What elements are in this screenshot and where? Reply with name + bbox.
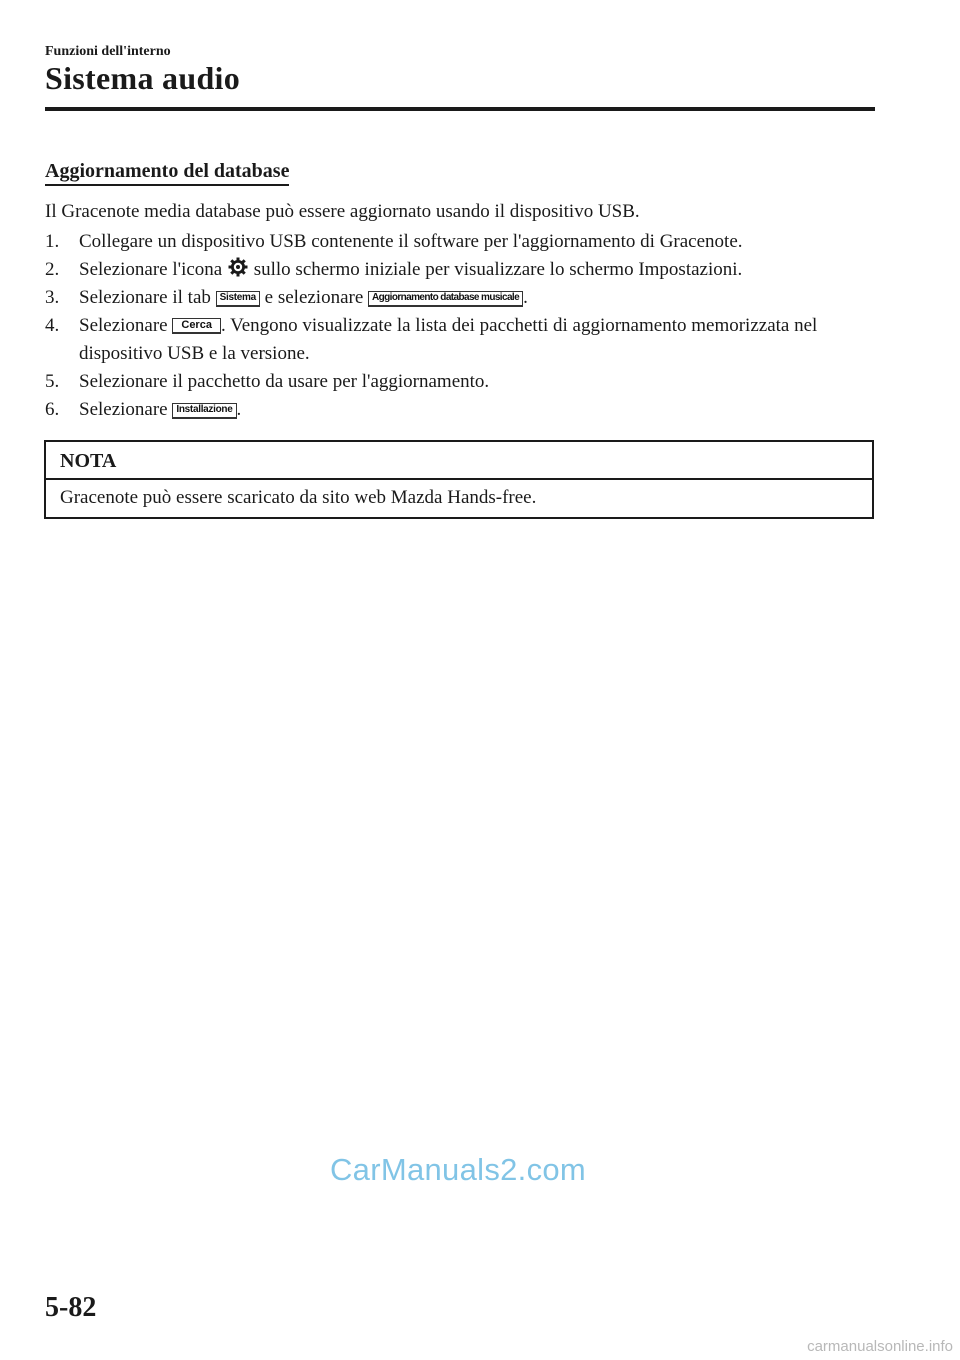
sistema-tab-button: Sistema: [216, 291, 260, 307]
cerca-button: Cerca: [172, 318, 221, 334]
step-text: Selezionare l'icona: [79, 259, 223, 280]
gear-icon: [228, 257, 248, 277]
aggiornamento-database-button: Aggiornamento database musicale: [368, 291, 523, 307]
step-text: . Vengono visualizzate la lista dei pacchetti di aggiornamento memorizzata nel dispositivo USB e la versione.: [79, 315, 818, 364]
installazione-button: Installazione: [172, 403, 236, 419]
step-text: Selezionare: [79, 399, 168, 420]
section-label: Funzioni dell'interno: [45, 44, 171, 59]
step-text: .: [523, 287, 528, 308]
step-2: [45, 256, 875, 284]
step-5: [45, 368, 875, 396]
step-number: 5.: [45, 371, 60, 392]
step-number: 4.: [45, 315, 60, 336]
note-title: NOTA: [46, 442, 872, 480]
footer-site-link[interactable]: carmanualsonline.info: [807, 1338, 953, 1355]
header-rule: [45, 107, 875, 111]
step-number: 2.: [45, 259, 60, 280]
step-text: Selezionare: [79, 315, 168, 336]
note-box: [44, 440, 874, 519]
intro-paragraph: Il Gracenote media database può essere aggiornato usando il dispositivo USB.: [45, 201, 640, 222]
step-1: [45, 228, 875, 256]
step-text: Selezionare il tab: [79, 287, 211, 308]
steps-list: [45, 228, 875, 424]
step-text: e selezionare: [264, 287, 364, 308]
step-number: 3.: [45, 287, 60, 308]
section-title: Sistema audio: [45, 60, 241, 96]
step-text: .: [236, 399, 242, 420]
page-number: 5-82: [45, 1292, 97, 1323]
note-body: Gracenote può essere scaricato da sito web Mazda Hands-free.: [60, 487, 537, 508]
step-number: 1.: [45, 231, 60, 252]
step-number: 6.: [45, 399, 60, 420]
step-3: [45, 284, 875, 312]
step-6: [45, 396, 875, 424]
step-text: Collegare un dispositivo USB contenente il software per l'aggiornamento di Gracenote.: [79, 231, 743, 252]
subheading: Aggiornamento del database: [45, 160, 289, 186]
step-text: sullo schermo iniziale per visualizzare lo schermo Impostazioni.: [253, 259, 743, 280]
step-text: Selezionare il pacchetto da usare per l'aggiornamento.: [79, 371, 490, 392]
step-4: [45, 312, 875, 368]
watermark: CarManuals2.com: [330, 1152, 587, 1187]
